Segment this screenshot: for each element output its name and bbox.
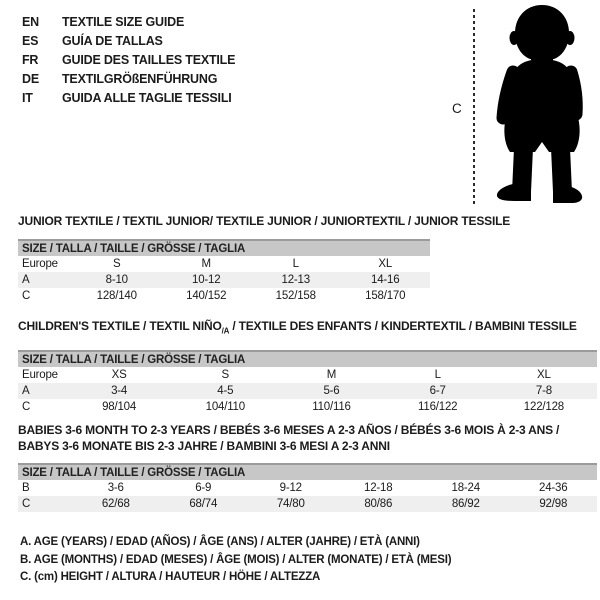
table-row bbox=[18, 256, 430, 272]
junior-textile-table bbox=[18, 214, 511, 304]
lang-label: GUIDE DES TAILLES TEXTILE bbox=[62, 53, 236, 67]
cell: 68/74 bbox=[189, 498, 218, 510]
height-measure-label: C bbox=[452, 101, 462, 116]
measurement-legend bbox=[20, 534, 451, 587]
babies-textile-table bbox=[18, 422, 597, 512]
junior-table-title: JUNIOR TEXTILE / TEXTIL JUNIOR/ TEXTILE JUNIOR / JUNIORTEXTIL / JUNIOR TESSILE bbox=[18, 214, 511, 228]
row-label: A bbox=[22, 274, 30, 286]
cell: XL bbox=[378, 258, 393, 270]
lang-label: TEXTILE SIZE GUIDE bbox=[62, 15, 185, 29]
cell: 3-4 bbox=[111, 385, 128, 398]
size-header-bar: SIZE / TALLA / TAILLE / GRÖSSE / TAGLIA bbox=[18, 463, 597, 480]
table-row bbox=[18, 288, 430, 304]
lang-row-en bbox=[22, 13, 235, 32]
cell: XS bbox=[111, 369, 127, 382]
lang-code: ES bbox=[22, 34, 39, 48]
cell: 158/170 bbox=[365, 290, 406, 302]
language-title-list bbox=[22, 13, 235, 108]
babies-title-line1: BABIES 3-6 MONTH TO 2-3 YEARS / BEBÉS 3-6 MESES A 2-3 AÑOS / BÉBÉS 3-6 MOIS À 2-3 ANS / bbox=[18, 423, 560, 437]
table-row bbox=[18, 383, 597, 399]
cell: 104/110 bbox=[205, 401, 245, 414]
cell: 9-12 bbox=[279, 482, 302, 494]
row-label: B bbox=[22, 482, 30, 494]
cell: 92/98 bbox=[539, 498, 568, 510]
table-row bbox=[18, 272, 430, 288]
lang-row-it bbox=[22, 89, 235, 108]
table-row bbox=[18, 367, 597, 383]
cell: 18-24 bbox=[451, 482, 480, 494]
table-row bbox=[18, 480, 597, 496]
row-label: C bbox=[22, 290, 31, 302]
lang-code: DE bbox=[22, 72, 39, 86]
cell: 6-7 bbox=[429, 385, 446, 398]
lang-row-fr bbox=[22, 51, 235, 70]
cell: 10-12 bbox=[192, 274, 221, 286]
lang-label: GUIDA ALLE TAGLIE TESSILI bbox=[62, 91, 232, 105]
cell: 4-5 bbox=[217, 385, 234, 398]
cell: 86/92 bbox=[451, 498, 480, 510]
cell: 74/80 bbox=[276, 498, 305, 510]
cell: M bbox=[201, 258, 211, 270]
measurement-figure bbox=[440, 0, 600, 215]
table-row bbox=[18, 399, 597, 415]
cell: 12-13 bbox=[281, 274, 310, 286]
cell: 122/128 bbox=[523, 401, 564, 414]
cell: L bbox=[292, 258, 299, 270]
table-row bbox=[18, 496, 597, 512]
lang-label: TEXTILGRÖßENFÜHRUNG bbox=[62, 72, 218, 86]
size-header-bar: SIZE / TALLA / TAILLE / GRÖSSE / TAGLIA bbox=[18, 350, 597, 367]
cell: 3-6 bbox=[107, 482, 124, 494]
size-header-bar: SIZE / TALLA / TAILLE / GRÖSSE / TAGLIA bbox=[18, 239, 430, 256]
row-label: Europe bbox=[22, 369, 58, 382]
babies-table-title bbox=[18, 422, 597, 454]
childrens-table-title: CHILDREN'S TEXTILE / TEXTIL $NIÑO_{/A}$ / TEXTILE DES ENFANTS / KINDERTEXTIL / BAMBINI TESSILE bbox=[18, 319, 577, 336]
cell: 24-36 bbox=[539, 482, 568, 494]
lang-row-es bbox=[22, 32, 235, 51]
cell: 152/158 bbox=[275, 290, 316, 302]
row-label: A bbox=[22, 385, 30, 398]
legend-line-b: B. AGE (MONTHS) / EDAD (MESES) / ÂGE (MOIS) / ALTER (MONATE) / ETÀ (MESI) bbox=[20, 553, 452, 566]
row-label: Europe bbox=[22, 258, 58, 270]
cell: 98/104 bbox=[102, 401, 137, 414]
babies-title-line2: BABYS 3-6 MONATE BIS 2-3 JAHRE / BAMBINI 3-6 MESI A 2-3 ANNI bbox=[18, 439, 390, 453]
lang-row-de bbox=[22, 70, 235, 89]
cell: 6-9 bbox=[195, 482, 212, 494]
lang-code: FR bbox=[22, 53, 39, 67]
cell: 62/68 bbox=[101, 498, 130, 510]
cell: 128/140 bbox=[96, 290, 137, 302]
cell: L bbox=[434, 369, 441, 382]
cell: S bbox=[221, 369, 230, 382]
cell: 14-16 bbox=[371, 274, 400, 286]
cell: 7-8 bbox=[535, 385, 552, 398]
legend-line-c: C. (cm) HEIGHT / ALTURA / HAUTEUR / HÖHE / ALTEZZA bbox=[20, 571, 321, 583]
lang-label: GUÍA DE TALLAS bbox=[62, 34, 163, 48]
row-label: C bbox=[22, 401, 31, 414]
cell: 12-18 bbox=[364, 482, 393, 494]
cell: 5-6 bbox=[323, 385, 340, 398]
cell: 116/122 bbox=[418, 401, 458, 414]
lang-code: EN bbox=[22, 15, 39, 29]
cell: 8-10 bbox=[105, 274, 128, 286]
childrens-textile-table bbox=[18, 319, 597, 415]
legend-line-a: A. AGE (YEARS) / EDAD (AÑOS) / ÂGE (ANS) / ALTER (JAHRE) / ETÀ (ANNI) bbox=[20, 536, 420, 548]
cell: 80/86 bbox=[364, 498, 393, 510]
cell: XL bbox=[537, 369, 551, 382]
cell: S bbox=[113, 258, 121, 270]
cell: 110/116 bbox=[312, 401, 351, 414]
toddler-silhouette-icon bbox=[486, 2, 598, 212]
cell: 140/152 bbox=[186, 290, 227, 302]
lang-code: IT bbox=[22, 91, 33, 105]
cell: M bbox=[326, 369, 337, 382]
row-label: C bbox=[22, 498, 31, 510]
height-dotted-line bbox=[473, 9, 475, 207]
